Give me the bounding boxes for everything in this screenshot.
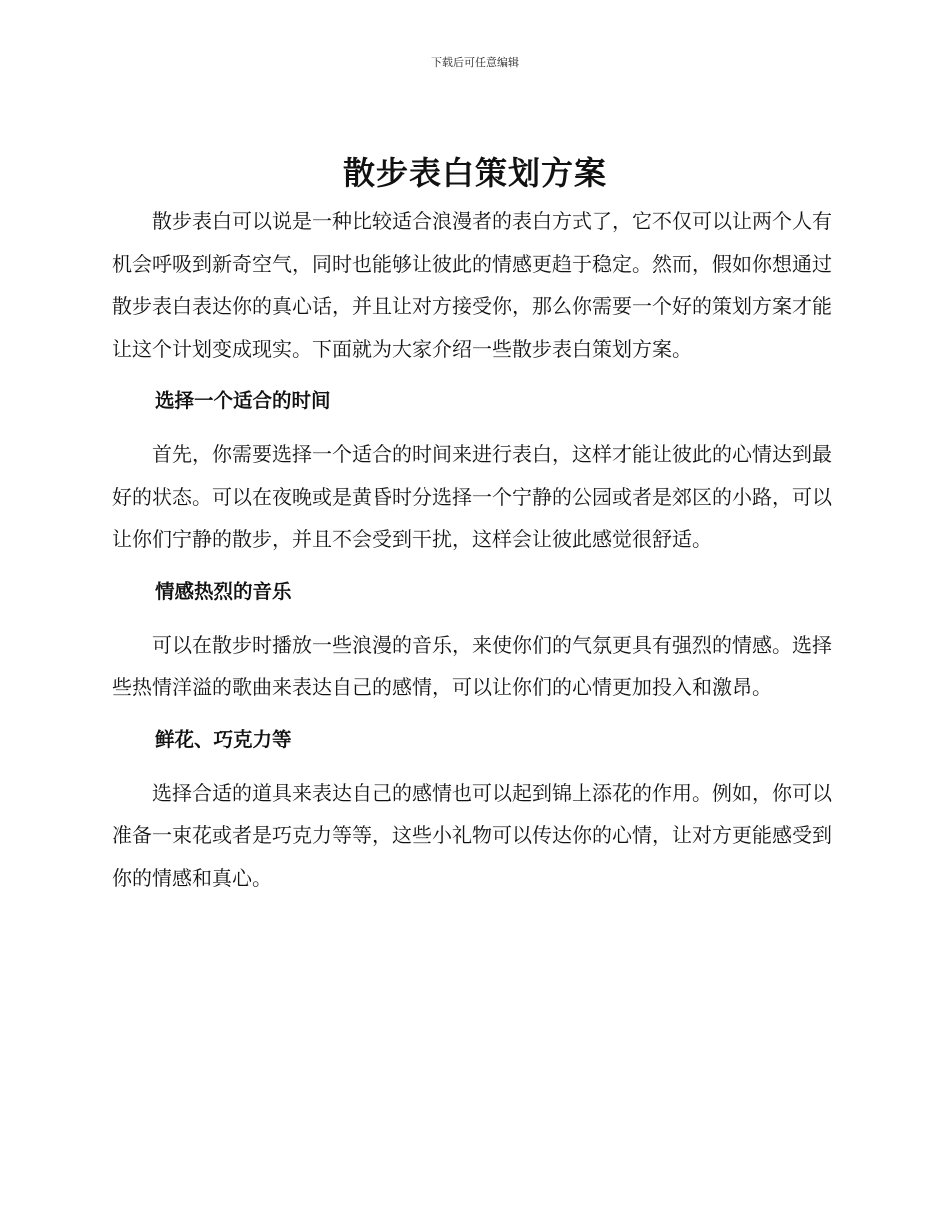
document-title: 散步表白策划方案	[342, 154, 607, 192]
document-body	[112, 200, 832, 899]
section-body-time: 首先，你需要选择一个适合的时间来进行表白，这样才能让彼此的心情达到最好的状态。可以在夜晚或是黄昏时分选择一个宁静的公园或者是郊区的小路，可以让你们宁静的散步，并且不会受到干扰，这样会让彼此感觉很舒适。	[112, 442, 832, 551]
section-body-music: 可以在散步时播放一些浪漫的音乐，来使你们的气氛更具有强烈的情感。选择些热情洋溢的歌曲来表达自己的感情，可以让你们的心情更加投入和激昂。	[112, 632, 832, 699]
intro-paragraph: 散步表白可以说是一种比较适合浪漫者的表白方式了，它不仅可以让两个人有机会呼吸到新奇空气，同时也能够让彼此的情感更趋于稳定。然而，假如你想通过散步表白表达你的真心话，并且让对方接受你，那么你需要一个好的策划方案才能让这个计划变成现实。下面就为大家介绍一些散步表白策划方案。	[112, 209, 832, 361]
section-body-gifts: 选择合适的道具来表达自己的感情也可以起到锦上添花的作用。例如，你可以准备一束花或者是巧克力等等，这些小礼物可以传达你的心情，让对方更能感受到你的情感和真心。	[112, 780, 832, 890]
section-heading-music: 情感热烈的音乐	[155, 579, 292, 603]
header-note: 下载后可任意编辑	[431, 56, 519, 69]
section-heading-time: 选择一个适合的时间	[155, 389, 331, 412]
section-heading-gifts: 鲜花、巧克力等	[155, 727, 292, 751]
